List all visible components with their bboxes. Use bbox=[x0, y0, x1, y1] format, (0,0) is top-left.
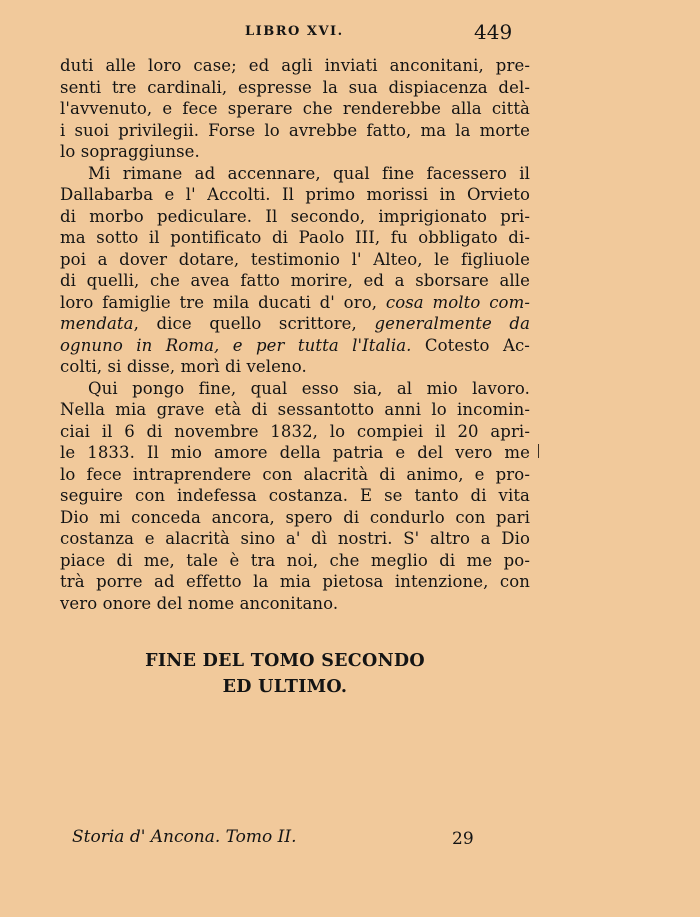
text-line: duti alle loro case; ed agli inviati anconitani, pre- bbox=[60, 56, 530, 75]
text-segment: , dice quello scrittore, bbox=[133, 314, 357, 333]
text-segment: Cotesto Ac- bbox=[424, 335, 530, 355]
text-line: seguire con indefessa costanza. E se tanto di vita bbox=[60, 486, 530, 505]
footer-title: Storia d' Ancona. Tomo II. bbox=[72, 827, 297, 847]
text-line: senti tre cardinali, espresse la sua dispiacenza del- bbox=[60, 77, 530, 97]
text-line: le 1833. Il mio amore della patria e del vero me bbox=[60, 443, 530, 462]
text-line: di quelli, che avea fatto morire, ed a sborsare alle bbox=[60, 271, 530, 290]
text-line bbox=[60, 335, 530, 357]
text-segment: loro famiglie tre mila ducati d' oro, bbox=[60, 292, 378, 312]
italic-quote: ognuno in Roma, e per tutta l'Italia. bbox=[60, 335, 412, 355]
text-line: lo sopraggiunse. bbox=[60, 142, 200, 161]
text-line: ciai il 6 di novembre 1832, lo compiei il 20 apri- bbox=[60, 421, 530, 441]
text-line: Dallabarba e l' Accolti. Il primo morissi in Orvieto bbox=[60, 185, 530, 204]
margin-mark bbox=[538, 444, 539, 458]
closing-statement bbox=[0, 648, 570, 700]
text-line: lo fece intraprendere con alacrità di animo, e pro- bbox=[60, 464, 530, 484]
closing-line: FINE DEL TOMO SECONDO bbox=[145, 651, 425, 671]
text-line: l'avvenuto, e fece sperare che renderebbe alla città bbox=[60, 99, 530, 118]
page-number: 449 bbox=[474, 20, 513, 44]
text-line: colti, si disse, morì di veleno. bbox=[60, 357, 307, 376]
text-line: poi a dover dotare, testimonio l' Alteo, le figliuole bbox=[60, 249, 530, 269]
italic-quote: cosa molto com- bbox=[385, 292, 530, 312]
text-line: vero onore del nome anconitano. bbox=[60, 593, 339, 613]
text-line: trà porre ad effetto la mia pietosa intenzione, con bbox=[60, 572, 530, 591]
text-line: Mi rimane ad accennare, qual fine facessero il bbox=[88, 163, 530, 183]
text-line bbox=[60, 313, 530, 335]
closing-line: ED ULTIMO. bbox=[222, 677, 348, 697]
text-line: Qui pongo fine, qual esso sia, al mio lavoro. bbox=[88, 378, 530, 398]
text-line: Dio mi conceda ancora, spero di condurlo con pari bbox=[60, 507, 530, 527]
text-line: ma sotto il pontificato di Paolo III, fu obbligato di- bbox=[60, 228, 530, 247]
text-line: Nella mia grave età di sessantotto anni lo incomin- bbox=[60, 400, 530, 419]
italic-quote: generalmente da bbox=[374, 314, 530, 333]
text-line: piace di me, tale è tra noi, che meglio di me po- bbox=[60, 550, 530, 570]
text-line: costanza e alacrità sino a' dì nostri. S' altro a Dio bbox=[60, 529, 530, 548]
running-head: LIBRO XVI. bbox=[245, 24, 344, 39]
text-line: di morbo pediculare. Il secondo, imprigionato pri- bbox=[60, 206, 530, 226]
italic-quote: mendata bbox=[60, 314, 134, 333]
text-line bbox=[60, 292, 530, 314]
signature-mark: 29 bbox=[452, 829, 474, 849]
text-line: i suoi privilegii. Forse lo avrebbe fatto, ma la morte bbox=[60, 120, 530, 140]
body-text bbox=[60, 55, 530, 614]
